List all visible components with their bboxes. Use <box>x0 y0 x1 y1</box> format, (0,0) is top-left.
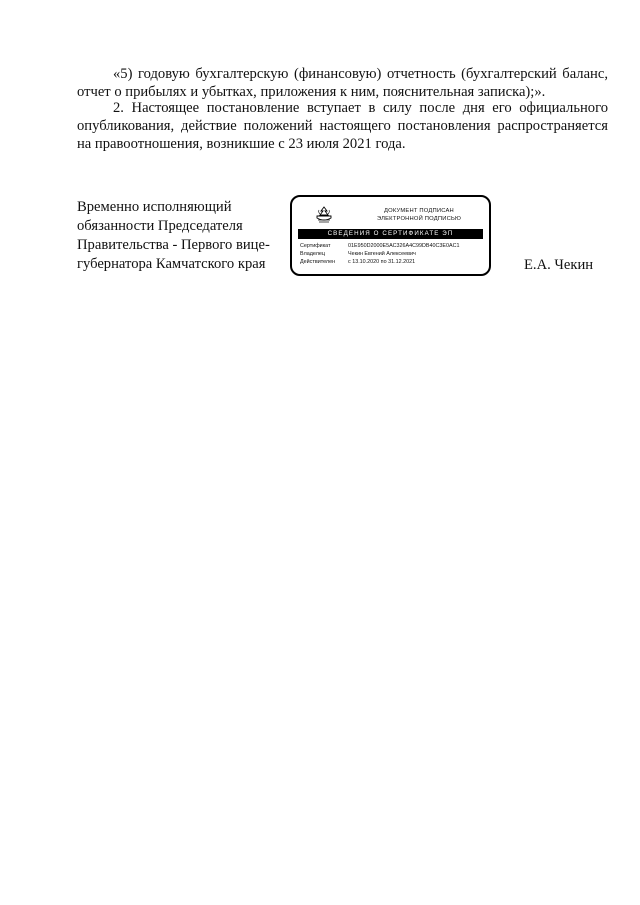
signer-position-line: губернатора Камчатского края <box>77 256 266 272</box>
signer-position-line: обязанности Председателя <box>77 218 243 234</box>
owner-label: Владелец <box>300 250 325 257</box>
stamp-row-validity <box>300 259 485 267</box>
stamp-certificate-title: СВЕДЕНИЯ О СЕРТИФИКАТЕ ЭП <box>298 229 483 239</box>
certificate-label: Сертификат <box>300 243 331 249</box>
stamp-header <box>354 208 484 223</box>
signer-name: Е.А. Чекин <box>524 257 594 273</box>
stamp-row-owner <box>300 251 485 259</box>
signer-position-line: Временно исполняющий <box>77 199 232 215</box>
validity-value: с 13.10.2020 по 31.12.2021 <box>348 258 416 265</box>
stamp-header-line: ЭЛЕКТРОННОЙ ПОДПИСЬЮ <box>376 215 462 222</box>
owner-value: Чекин Евгений Алексеевич <box>348 250 416 257</box>
signer-position-line: Правительства - Первого вице- <box>77 237 270 253</box>
paragraph-effective-date: 2. Настоящее постановление вступает в силу после дня его официального опубликования, действие положений настоящего постановления распространяется на правоотношения, возникшие с 23 июля 2021 года. <box>77 100 608 152</box>
coat-of-arms-icon <box>314 206 334 224</box>
signer-position <box>77 198 287 274</box>
certificate-value: 01E950D2000E5AC326A4C99DB40C3E0AC1 <box>348 243 460 249</box>
paragraph-item-5: «5) годовую бухгалтерскую (финансовую) отчетность (бухгалтерский баланс, отчет о прибылях и убытках, приложения к ним, пояснительная записка);». <box>77 66 608 100</box>
stamp-details <box>300 243 485 266</box>
validity-label: Действителен <box>300 258 336 265</box>
stamp-row-certificate <box>300 243 485 251</box>
stamp-header-line: ДОКУМЕНТ ПОДПИСАН <box>384 208 454 214</box>
electronic-signature-stamp <box>290 195 491 276</box>
